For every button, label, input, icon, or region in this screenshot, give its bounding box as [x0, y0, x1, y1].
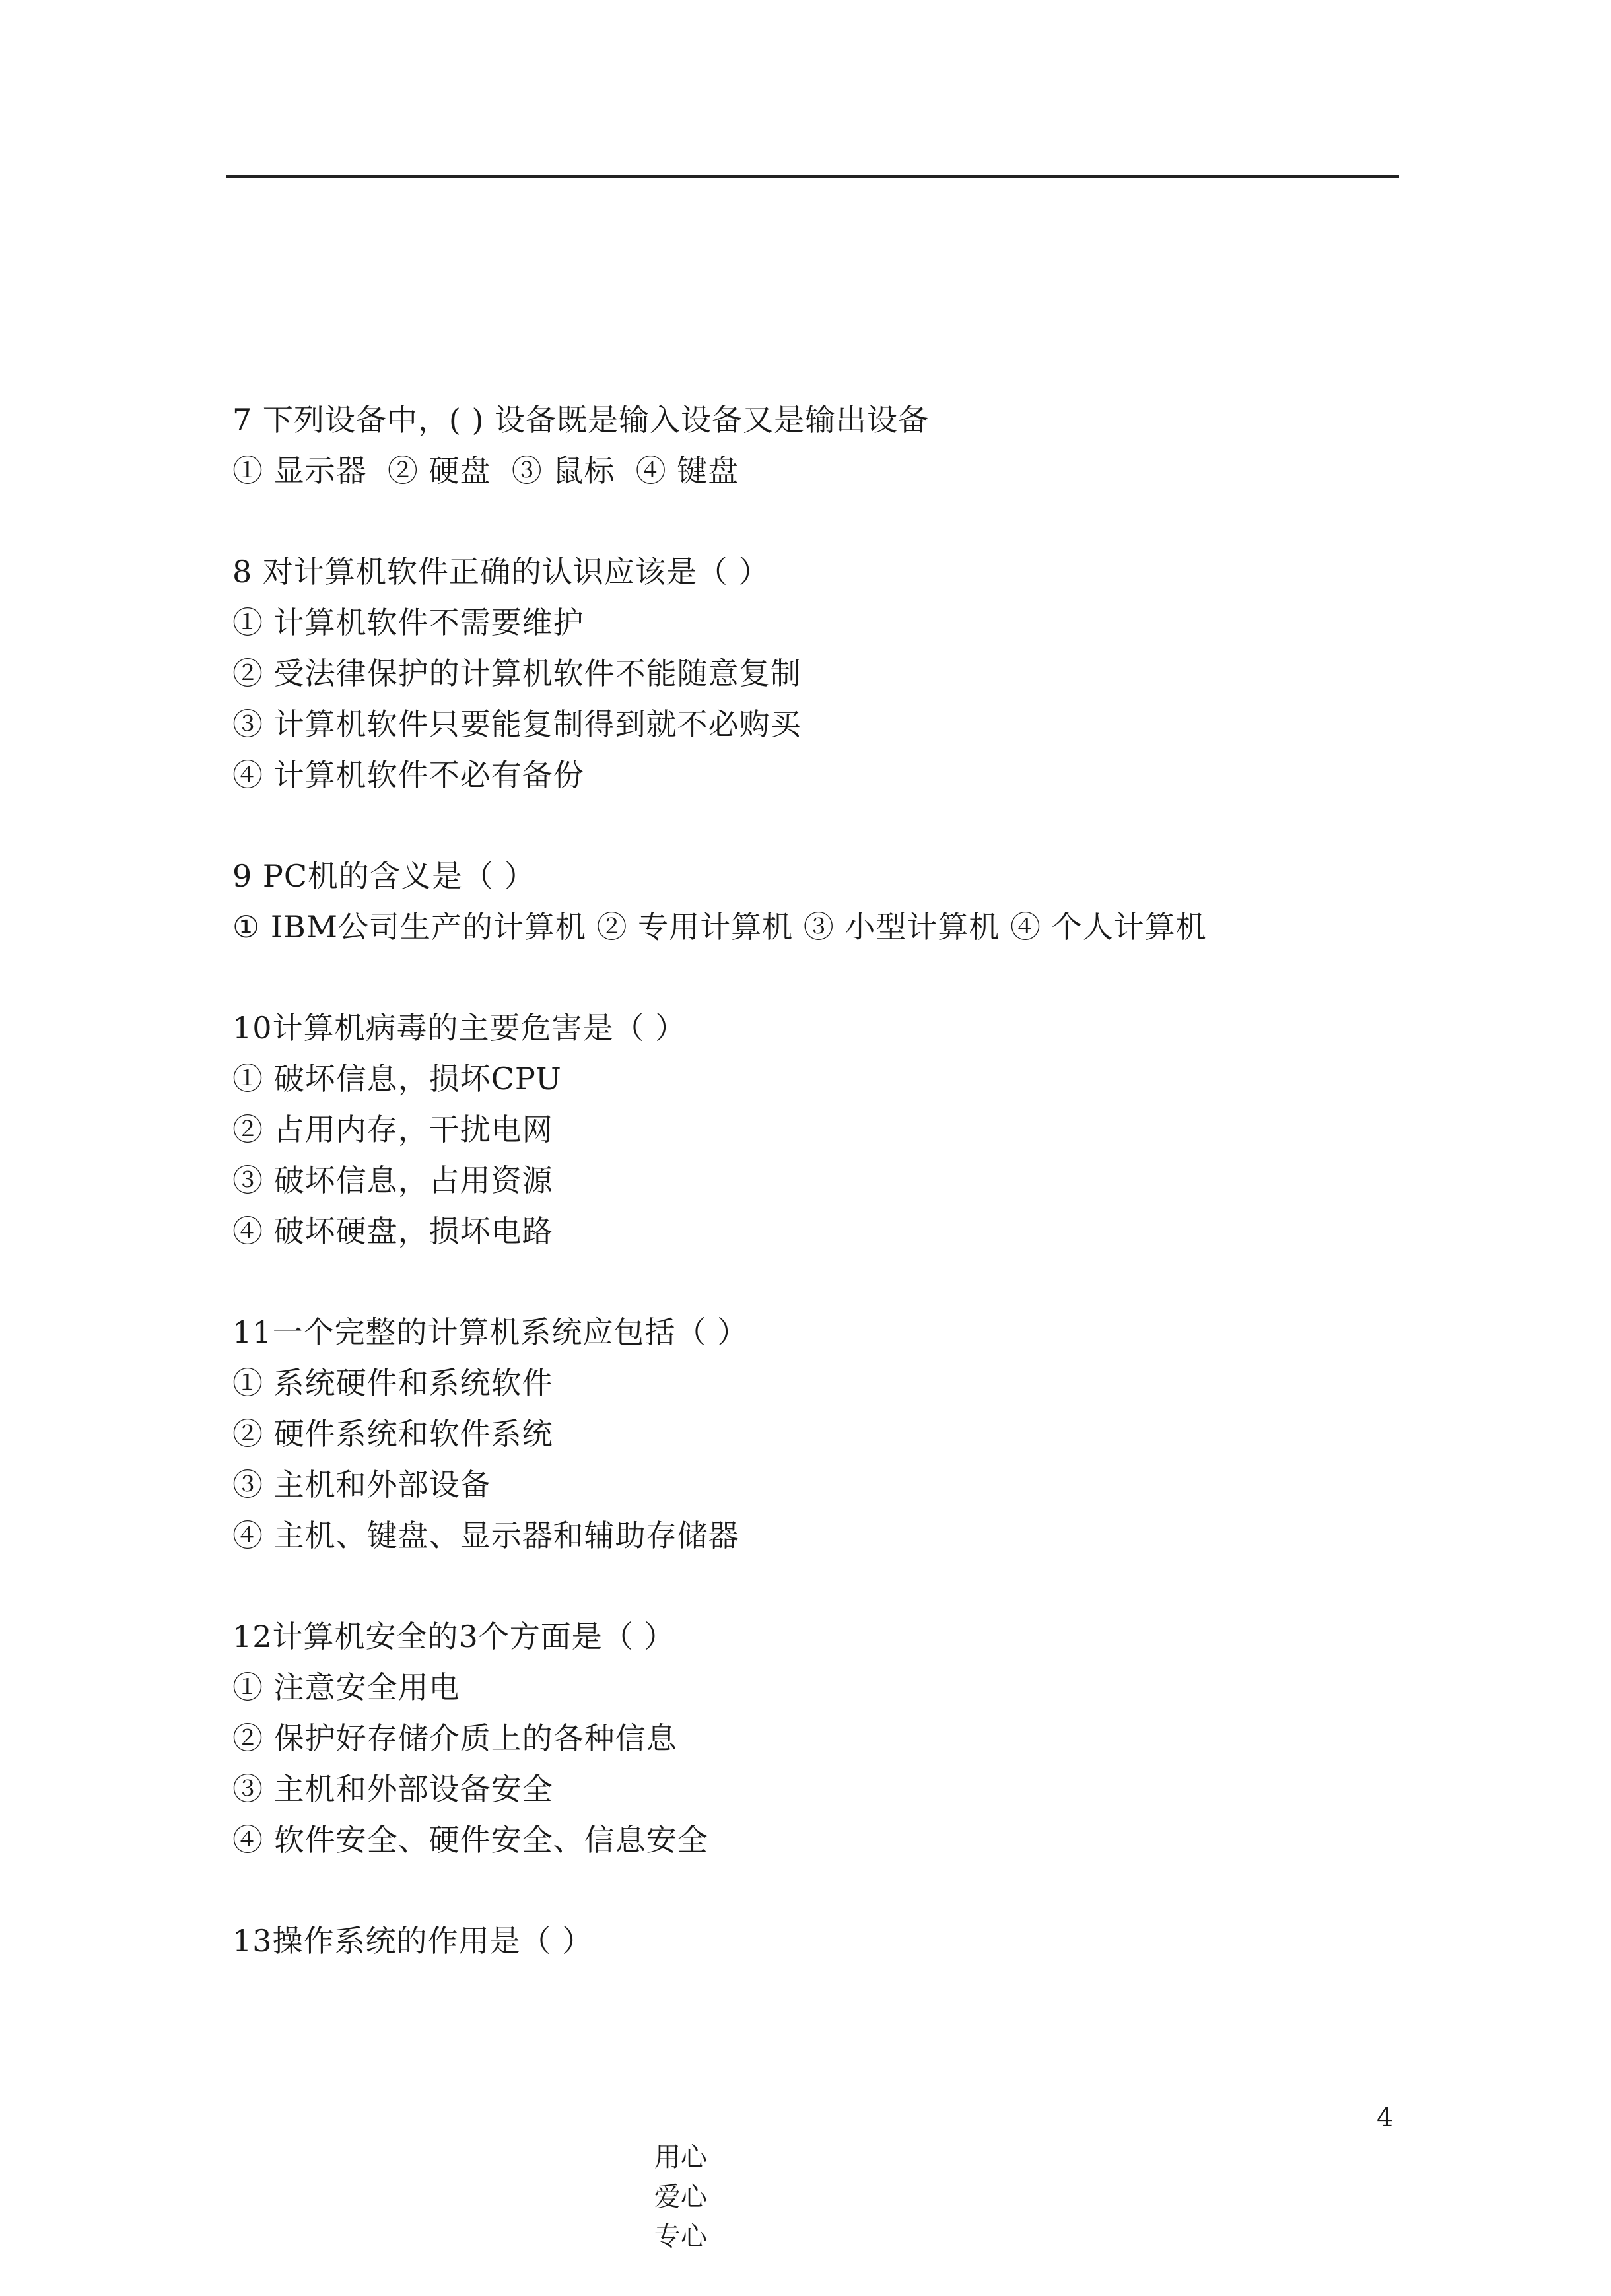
question-12 [232, 1611, 1408, 1866]
question-list [232, 395, 1408, 2017]
question-option: ① 系统硬件和系统软件 [232, 1365, 553, 1401]
question-stem: 7 下列设备中，( ) 设备既是输入设备又是输出设备 [232, 402, 930, 438]
page-number: 4 [1377, 2103, 1394, 2133]
question-10 [232, 1003, 1408, 1257]
question-option: ④ 软件安全、硬件安全、信息安全 [232, 1822, 708, 1858]
question-option: ③ 破坏信息，占用资源 [232, 1163, 553, 1198]
question-13 [232, 1916, 1408, 1967]
question-option: ③ 主机和外部设备 [232, 1467, 491, 1503]
question-option: ③ 计算机软件只要能复制得到就不必购买 [232, 706, 802, 742]
question-7 [232, 395, 1408, 496]
question-stem: 9 PC机的含义是（ ） [232, 858, 535, 894]
question-option: ② 占用内存，干扰电网 [232, 1112, 553, 1147]
question-option: ④ 计算机软件不必有备份 [232, 757, 584, 793]
question-8 [232, 547, 1408, 801]
question-stem: 10计算机病毒的主要危害是（ ） [232, 1010, 687, 1046]
question-option: ② 保护好存储介质上的各种信息 [232, 1720, 677, 1756]
footer-mottos [621, 2098, 780, 2296]
question-option: ④ 主机、键盘、显示器和辅助存储器 [232, 1518, 739, 1553]
question-9 [232, 851, 1408, 953]
footer-motto: 用心 [654, 2142, 707, 2173]
question-option: ② 硬件系统和软件系统 [232, 1416, 553, 1452]
question-option: ③ 主机和外部设备安全 [232, 1771, 553, 1807]
footer-motto: 爱心 [654, 2182, 707, 2212]
question-options: ① IBM公司生产的计算机 ② 专用计算机 ③ 小型计算机 ④ 个人计算机 [232, 909, 1207, 945]
footer-motto: 专心 [654, 2221, 707, 2252]
page-footer [0, 2098, 1611, 2252]
question-options: ① 显示器 ② 硬盘 ③ 鼠标 ④ 键盘 [232, 453, 739, 489]
header-rule [226, 175, 1399, 178]
question-option: ① 破坏信息，损坏CPU [232, 1061, 562, 1097]
question-stem: 8 对计算机软件正确的认识应该是（ ） [232, 554, 770, 590]
question-option: ① 注意安全用电 [232, 1670, 460, 1705]
question-option: ④ 破坏硬盘，损坏电路 [232, 1213, 553, 1249]
question-stem: 12计算机安全的3个方面是（ ） [232, 1619, 675, 1654]
question-option: ② 受法律保护的计算机软件不能随意复制 [232, 656, 802, 691]
question-11 [232, 1307, 1408, 1561]
question-stem: 11一个完整的计算机系统应包括（ ） [232, 1314, 749, 1350]
question-option: ① 计算机软件不需要维护 [232, 605, 584, 640]
question-stem: 13操作系统的作用是（ ） [232, 1923, 594, 1959]
